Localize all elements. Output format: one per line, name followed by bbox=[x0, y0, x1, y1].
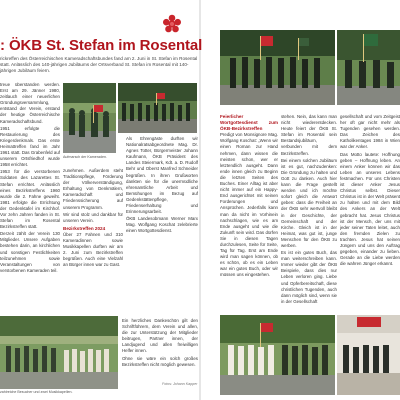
photo-crowd-bands bbox=[0, 316, 118, 389]
photo-flag-bearers bbox=[337, 30, 400, 105]
page-title: : ÖKB St. Stefan im Rosental bbox=[0, 37, 203, 54]
photo-marching-comrades bbox=[63, 83, 116, 153]
right-column-1 bbox=[220, 114, 278, 310]
photo-credit: Fotos: Johann Kapper bbox=[162, 382, 198, 386]
photo-caption: Aufmarsch der Kameraden. bbox=[63, 155, 107, 159]
photo-procession-flags bbox=[220, 30, 335, 105]
paragraph: stehen. Nein, das kann man nicht wiederentdecken. Heute feiert der ÖKB St. Stefan im Rosental sein Bestandsjubiläum, verbunden mit dem Bezirkstreffen. bbox=[281, 114, 337, 156]
paragraph: Es ist ein gutes Buch, das man weiterschreiben kann. Immer wieder gibt der ÖKB Beispiele, dass dies nur Leben verloren ging. Liebe und Opferbereitschaft, diese christlichen Tugenden, auch dann möglich sind, wenn sie in der Gesellschaft bbox=[281, 250, 337, 304]
paragraph: ÖKB Landesobmann Werner Marx Mag. Wolfgang Koschat zelebrierte einen Wortgottesdienst. bbox=[126, 216, 198, 234]
photo-band-tent bbox=[337, 315, 400, 395]
paragraph: treue überstanden werden. Erst am 29. Jänner 1980, zeitlauch einer neuerlichen Gründungsversammlung, entstand der Verein, erstand der heutige Österreichische Kameradschaftsbund. bbox=[0, 82, 60, 124]
photo-formation bbox=[118, 83, 197, 133]
left-column-3 bbox=[126, 136, 198, 316]
left-column-1 bbox=[0, 82, 60, 340]
paragraph: Das Motto lautete: Hoffnung geben – Hoffnung leben. An einem Anker können wir das Leben an unseres Lebens festmachen. Für uns Christen ist dieser Anker Jesus Christus selbst. Dieser Christus ist in der Welt präsent zu halten und mit dem Bild des Ankers an der Welt gebracht hat. Jesus Christus ist der Mensch, der uns mit jeder seiner Taten leitet, auch den fremden Zielen zu trachten. Jesus hat seinen Jüngern und uns den Auftrag gegeben, einander zu lieben. Gerade an die Liebe werden die wahren Jünger erkannt. bbox=[340, 151, 400, 267]
article-lead: rickreffen des Österreichischen Kameradschaftsbundes fand am 2. Juni in St. Stefan im Rosental statt. Anlässlich des 140-jährigen Jubiläums der Ortsverband St. Stefan im Rosental mit 140-jährigen Jubiläum feiern. bbox=[0, 56, 198, 74]
paragraph: zunehmen. Außerdem steht Traditionspflege, Förderung der Völkerverständigung, Erhaltung von Denkmälern, Kameradschaft und Friedenssicherung auf unserem Programm. bbox=[63, 168, 123, 210]
paragraph: Predigt von Monsignore Mag. Wolfgang Koschat: „Wenn wir einen Roman zur Hand nehmen, dann wissen die meisten schon, wer er letztendlich ausgeht. Dann ende innen gleich zu Beginn die letzten Seiten des Buches. Einer Alltag ist aber nicht immer auf ein Happy-End ausgerichtet mit seinen Forderungen und Ansprüchen. Jederfalls kann man da nicht im Vorhinein nachschlagen, wie es am Ende ausgeht und wie die Zukunft sein wird. Das dürfen Sie in diesen Tagen durchzulesen, Seite für Seite, Tag für Tag. Erst am Ende wird man sagen können, ob es schön, ob es ein Leben war ein gutes Buch, oder wir müssen uns eingestehen. bbox=[220, 132, 278, 278]
paragraph: 1951 erfolgte die Restaurierung des Kriegerdenkmals. Das erste Heimattreffen fand im Jahr 1961 statt. Das Grabenfeld auf unserem Ortsfriedhof wurde 1958 errichtet. bbox=[0, 125, 60, 168]
left-column-3-bottom bbox=[122, 318, 198, 374]
paragraph: Ein herzliches Dankeschön gilt den Schriftführern, dem Verein und allen, die zur Unterstützung der Mitglieder beitrugen, Partner innen, der Landjugend und allen freiwilligen Helfer innen. bbox=[122, 318, 198, 354]
section-heading: Bezirkstreffen 2024 bbox=[63, 225, 106, 231]
left-column-2 bbox=[63, 168, 123, 318]
right-column-3 bbox=[340, 114, 400, 310]
paragraph: Bei einem solchen Jubiläum ist es gut, nachzudenken: Die Gründung zu halten und Gott zu danken. Auch hier kann die Frage gestellt werden und ich möchte sofort gleich die Antwort geben: dass die Freiheit an der ÖKB sehr wertvoll bleibt in der Geschichte, der Gemeinschaft und der Kirche. Gleich ist in der Heimat, was gut ist, junge Menschen für den ÖKB zu werben. bbox=[281, 157, 337, 248]
photo-group-traditional bbox=[220, 315, 335, 395]
paragraph: Über 27 Fahnen und 310 Kameradinnen sowie Musikkapellen durften wir am 2. Juni zum Bezirkstreffen begrüßen. Auch eine Vielzahl an Bürger innen war zu Gast. bbox=[63, 231, 123, 268]
section-heading: Feierlicher Wortgottesdienst zum ÖKB-Bezirkstreffen bbox=[220, 114, 278, 132]
paragraph: Wir sind stolz und dankbar für unseren Verein. bbox=[63, 211, 123, 223]
photo-caption: zahlreiche Besucher und zwei Musikkapellen. bbox=[0, 390, 73, 394]
flower-emblem-icon bbox=[162, 14, 182, 34]
right-column-2 bbox=[281, 114, 337, 310]
paragraph: Ohne sie wäre ein solch großes Bezirkstreffen nicht möglich gewesen. bbox=[122, 355, 198, 367]
paragraph: gesellschaft und vom Zeitgeist her oft gar nicht mehr als Tugenden gesehen werden. Das Zeichen des Katholikentages 1984 in Wien war der Anker. bbox=[340, 114, 400, 150]
paragraph: 1953 für die verstorbenen Soldaten des Lazarettes St. Stefan errichtet. Anlässlich eines Bezirkstreffens 1960 wurde die 2. Fahne geweiht. 1981 erfolgte die Errichtung der Gedenktafel im Kirchhof. Vor zehn Jahren fanden in St. Stefan im Rosental Bezirkstreffen statt. bbox=[0, 169, 60, 230]
paragraph: Als Ehrengäste durften wir Nationalratsabgeordnete Mag. Dr. Agnes Totter, Bürgermeister Johann Kaufmann, ÖKB Präsident des Landes Steiermark, Kdt. a. D. Rudolf Behr und Oberst Manfred Schneider begrüßen. In ihren Grußworten dankten sie für die unermüdliche ehrenamtliche Arbeit und Bemühungen im Bezug auf Gedenkstättenpflege, Friedenserhaltung und Erinnerungsarbeit. bbox=[126, 136, 198, 215]
paragraph: Derzeit zählt der Verein 130 Mitglieder. Unsere Aufgaben bestehen darin, an kirchlichen und sonstigen Festlichkeiten teilzunehmen sowie Veranstaltungen von verstorbenen Kameraden teil. bbox=[0, 231, 60, 273]
